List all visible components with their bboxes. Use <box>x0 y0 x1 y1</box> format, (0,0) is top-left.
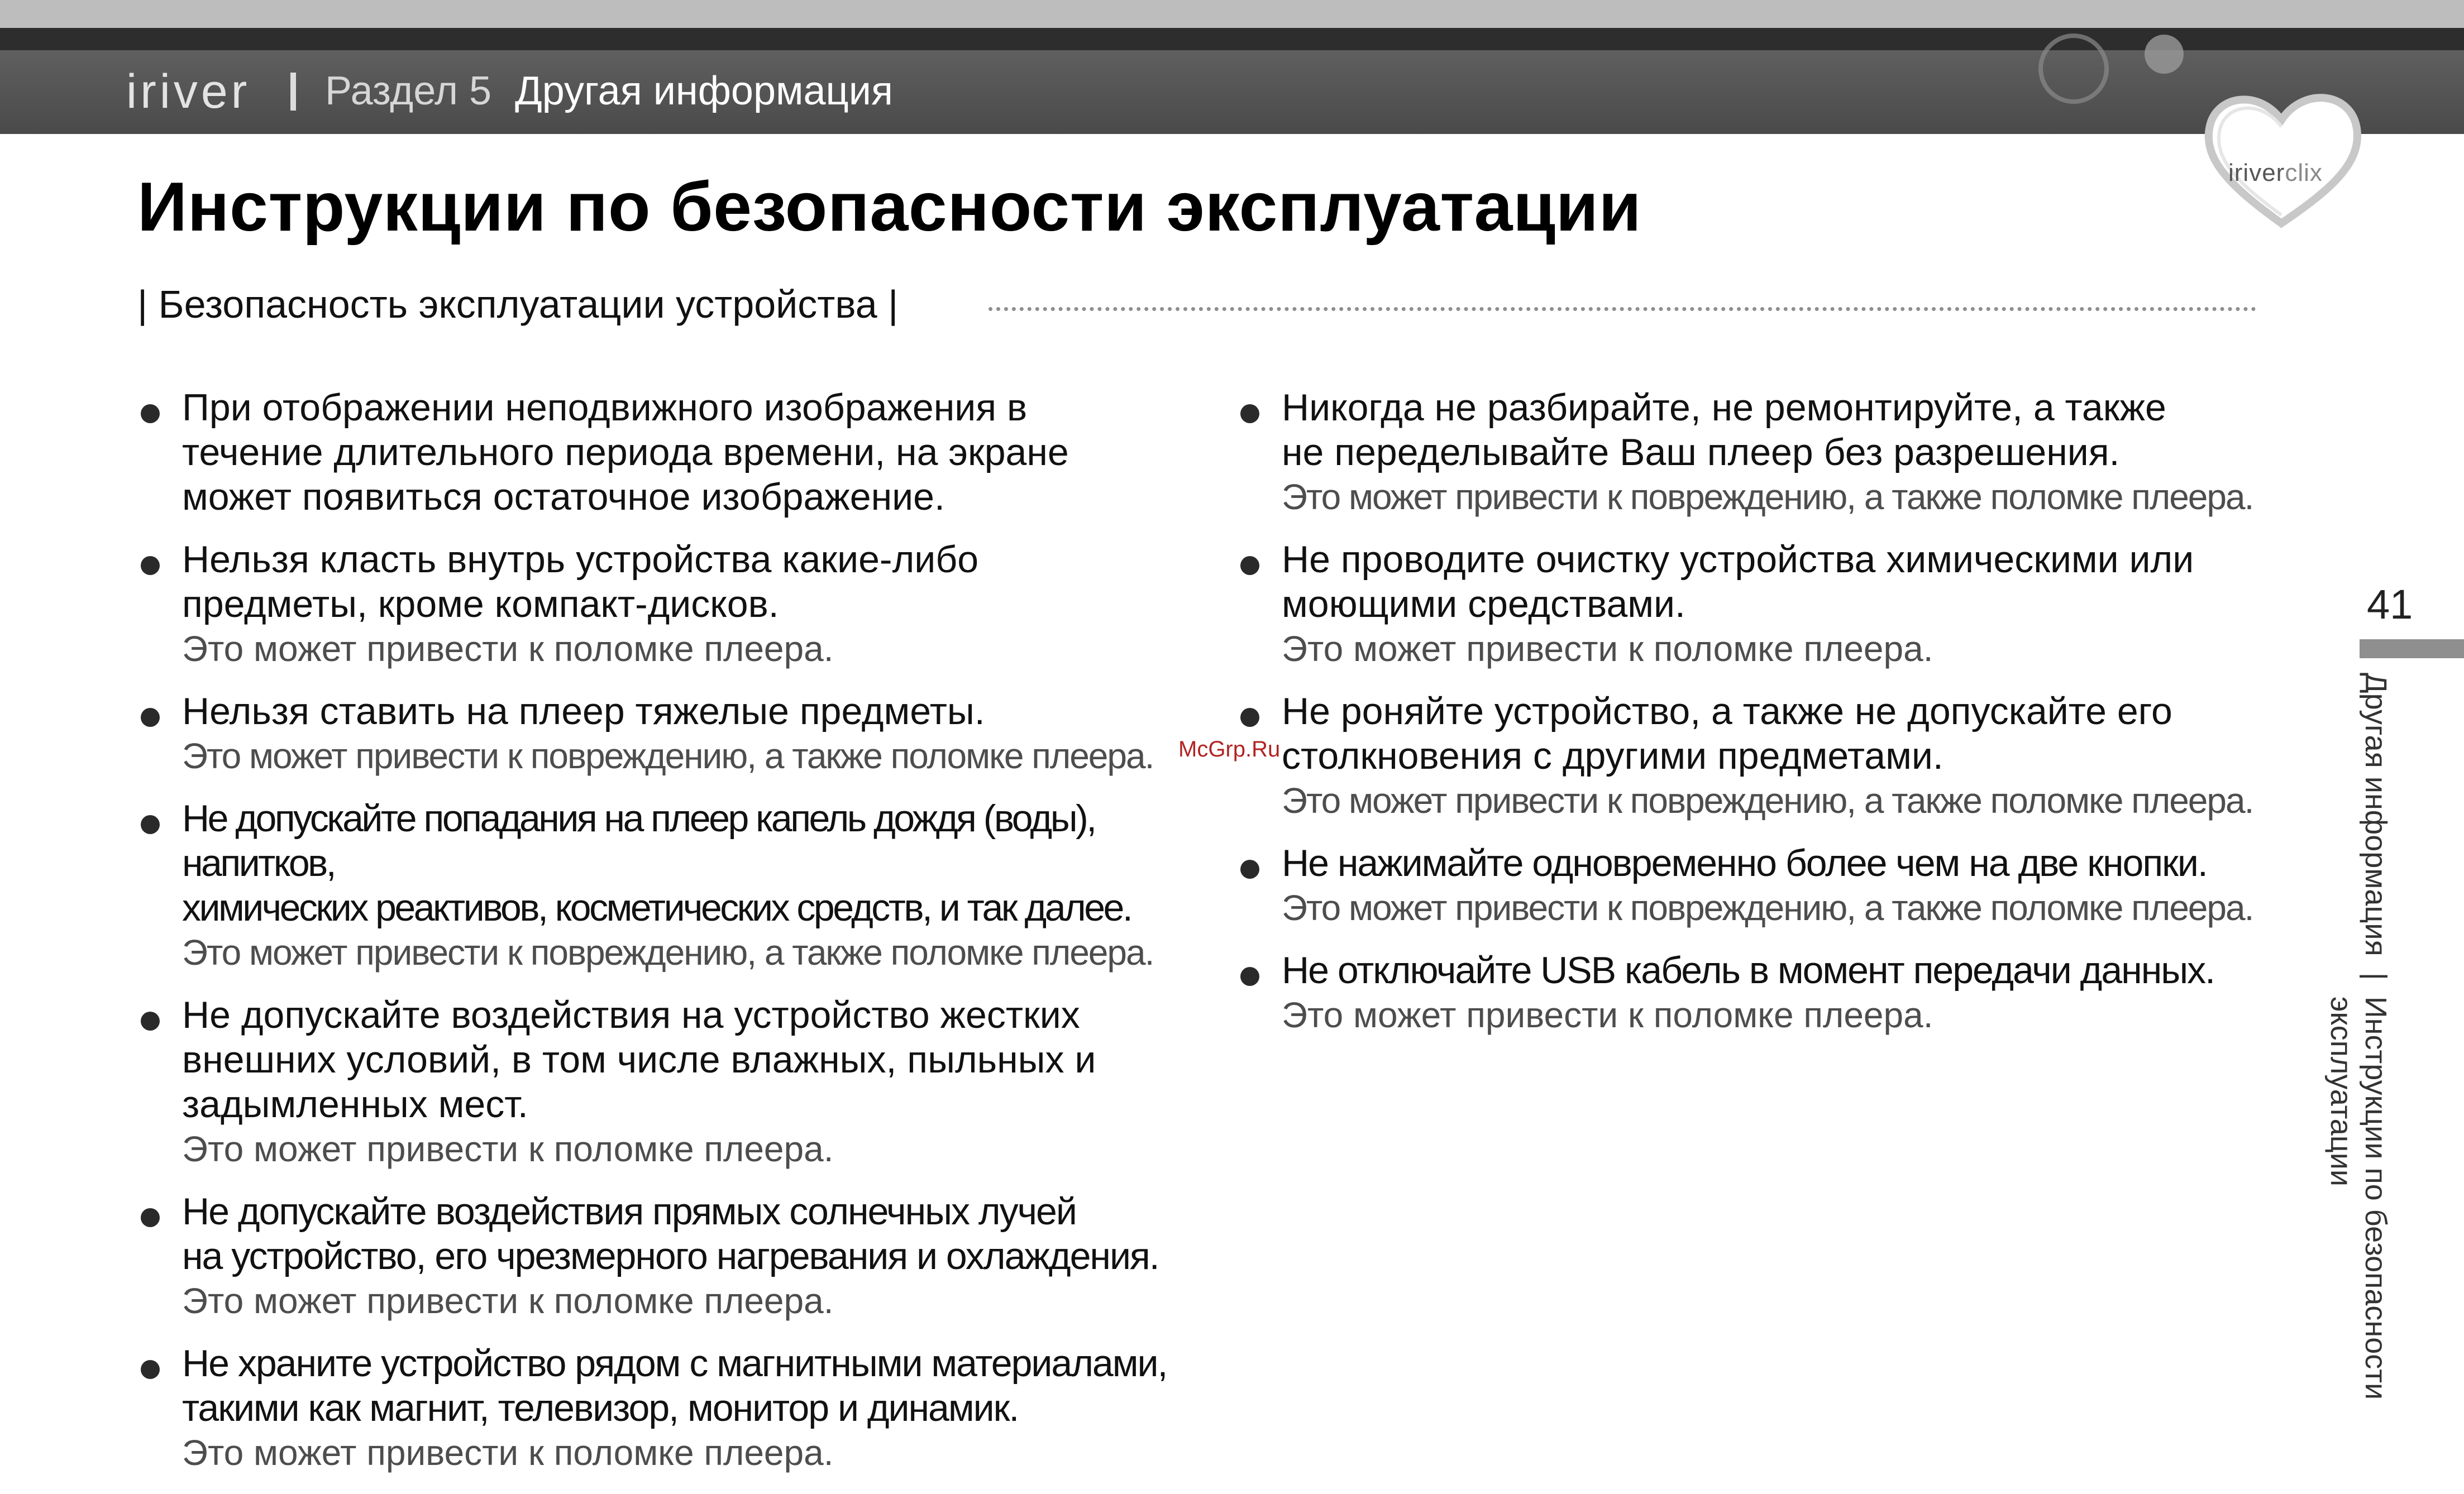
item-text: Нельзя класть внутрь устройства какие-либо предметы, кроме компакт-дисков. <box>182 538 979 625</box>
side-chapter-name: Инструкции по безопасности эксплуатации <box>2324 996 2393 1400</box>
item-text: При отображении неподвижного изображения в течение длительного периода времени, на экране может появиться остаточное изображение. <box>182 386 1069 518</box>
item-note: Это может привести к поломке плеера. <box>182 1129 834 1169</box>
item-text: Не допускайте попадания на плеер капель дождя (воды), напитков, химических реактивов, косметических средств, и так далее. <box>182 797 1131 929</box>
item-note: Это может привести к поломке плеера. <box>182 1433 834 1473</box>
bullet-icon <box>141 404 160 423</box>
item-note: Это может привести к поломке плеера. <box>1282 995 1933 1035</box>
list-item <box>137 689 1171 778</box>
product-logo-brand: iriver <box>2228 159 2285 186</box>
brand-logo: iriver <box>126 65 251 118</box>
list-item <box>1237 948 2270 1037</box>
item-text: Не роняйте устройство, а также не допускайте его столкновения с другими предметами. <box>1282 690 2172 777</box>
side-running-header-text <box>2324 673 2393 1400</box>
section-label: Раздел 5 <box>325 69 492 113</box>
item-note: Это может привести к поломке плеера. <box>182 629 834 669</box>
item-note: Это может привести к повреждению, а также поломке плеера. <box>182 932 1154 973</box>
bullet-icon <box>141 1012 160 1031</box>
header-separator <box>290 73 296 111</box>
heart-logo-icon <box>2198 81 2365 232</box>
dotted-divider <box>989 307 2256 311</box>
page-title: Инструкции по безопасности эксплуатации <box>137 169 1642 246</box>
list-item <box>1237 689 2270 823</box>
list-item <box>137 1189 1171 1323</box>
watermark-text: McGrp.Ru <box>1178 737 1281 762</box>
section-title: Другая информация <box>515 69 894 113</box>
side-running-header <box>2324 673 2393 1410</box>
bullet-icon <box>141 708 160 727</box>
bullet-icon <box>141 1360 160 1379</box>
item-note: Это может привести к повреждению, а также поломке плеера. <box>1282 477 2253 517</box>
list-item <box>137 1341 1171 1475</box>
item-note: Это может привести к поломке плеера. <box>1282 629 1933 669</box>
list-item <box>1237 537 2270 671</box>
item-text: Не допускайте воздействия прямых солнечных лучей на устройство, его чрезмерного нагревания и охлаждения. <box>182 1190 1159 1277</box>
decor-circle-filled <box>2145 35 2184 74</box>
item-note: Это может привести к поломке плеера. <box>182 1281 834 1321</box>
bullet-icon <box>1240 967 1259 986</box>
bullet-icon <box>141 556 160 575</box>
item-text: Не проводите очистку устройства химическими или моющими средствами. <box>1282 538 2194 625</box>
item-text: Не нажимайте одновременно более чем на две кнопки. <box>1282 842 2207 884</box>
list-item <box>137 993 1171 1171</box>
section-subheader: | Безопасность эксплуатации устройства | <box>137 282 899 326</box>
item-note: Это может привести к повреждению, а также поломке плеера. <box>182 736 1154 776</box>
product-logo-suffix: clix <box>2285 159 2323 186</box>
page-tab-bar <box>2360 639 2464 658</box>
decor-circle-outline <box>2038 33 2109 104</box>
list-item <box>137 537 1171 671</box>
left-column <box>137 385 1171 1493</box>
item-text: Не отключайте USB кабель в момент передачи данных. <box>1282 949 2215 992</box>
list-item <box>1237 841 2270 930</box>
item-text: Не допускайте воздействия на устройство жестких внешних условий, в том числе влажных, пыльных и задымленных мест. <box>182 994 1096 1126</box>
bullet-icon <box>141 1208 160 1227</box>
list-item <box>137 385 1171 519</box>
item-note: Это может привести к повреждению, а также поломке плеера. <box>1282 888 2253 928</box>
item-note: Это может привести к повреждению, а также поломке плеера. <box>1282 780 2253 821</box>
side-separator: | <box>2359 972 2393 980</box>
bullet-icon <box>1240 708 1259 727</box>
bullet-icon <box>141 815 160 834</box>
list-item <box>1237 385 2270 519</box>
bullet-icon <box>1240 556 1259 575</box>
bullet-icon <box>1240 404 1259 423</box>
item-text: Не храните устройство рядом с магнитными материалами, такими как магнит, телевизор, монитор и динамик. <box>182 1342 1167 1429</box>
item-text: Никогда не разбирайте, не ремонтируйте, а также не переделывайте Ваш плеер без разрешения. <box>1282 386 2166 473</box>
side-section-name: Другая информация <box>2359 673 2393 956</box>
right-column <box>1237 385 2270 1055</box>
page-number: 41 <box>2367 581 2413 628</box>
bullet-icon <box>1240 860 1259 879</box>
product-logo <box>2228 159 2323 187</box>
list-item <box>137 796 1171 975</box>
item-text: Нельзя ставить на плеер тяжелые предметы. <box>182 690 985 732</box>
top-accent-line <box>0 0 2464 28</box>
